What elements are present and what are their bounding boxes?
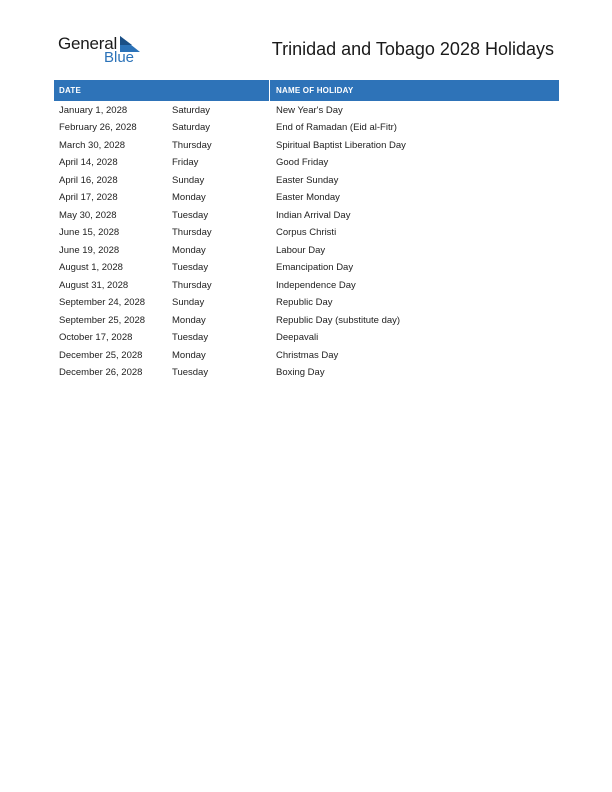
holiday-date: December 26, 2028 [59, 367, 143, 378]
holiday-weekday: Tuesday [172, 209, 209, 221]
table-row [54, 259, 559, 277]
table-row [54, 189, 559, 207]
holiday-date: September 24, 2028 [59, 297, 146, 308]
table-row [54, 277, 559, 295]
column-header-name: NAME OF HOLIDAY [276, 86, 354, 95]
holiday-name: Republic Day (substitute day) [276, 314, 401, 326]
holiday-date: March 30, 2028 [59, 139, 126, 151]
holiday-name: Labour Day [276, 244, 326, 256]
holiday-weekday: Friday [172, 157, 199, 168]
table-row [54, 242, 559, 260]
holiday-name: Deepavali [276, 332, 319, 343]
table-row [54, 207, 559, 225]
holiday-name: Boxing Day [276, 367, 325, 378]
holiday-name: Easter Sunday [276, 174, 339, 186]
holiday-date: June 19, 2028 [59, 244, 120, 256]
logo-text-blue: Blue [104, 49, 135, 66]
holiday-date: April 14, 2028 [59, 157, 118, 168]
holiday-date: December 25, 2028 [59, 349, 143, 361]
holiday-name: End of Ramadan (Eid al-Fitr) [276, 122, 397, 133]
table-row [54, 119, 559, 137]
holiday-name: New Year's Day [276, 104, 343, 116]
table-row [54, 154, 559, 172]
holiday-name: Easter Monday [276, 192, 340, 203]
holiday-name: Corpus Christi [276, 227, 337, 238]
holiday-weekday: Saturday [172, 104, 211, 116]
holiday-weekday: Sunday [172, 174, 205, 186]
table-row [54, 312, 559, 330]
table-row [54, 172, 559, 190]
holiday-weekday: Thursday [172, 279, 212, 291]
logo-text-general: General [58, 34, 118, 53]
holiday-date: September 25, 2028 [59, 314, 146, 326]
holiday-date: August 1, 2028 [59, 262, 123, 273]
table-row [54, 224, 559, 242]
column-header-date: DATE [59, 86, 81, 95]
holiday-name: Indian Arrival Day [276, 209, 351, 221]
holiday-date: May 30, 2028 [59, 209, 117, 221]
table-header [54, 80, 559, 101]
table-body [54, 102, 559, 382]
holiday-name: Republic Day [276, 297, 333, 308]
holiday-date: June 15, 2028 [59, 227, 120, 238]
holiday-weekday: Monday [172, 192, 206, 203]
table-row [54, 364, 559, 382]
holiday-weekday: Thursday [172, 227, 212, 238]
header-divider [269, 80, 270, 101]
holiday-weekday: Monday [172, 244, 206, 256]
holiday-date: January 1, 2028 [59, 104, 128, 116]
holiday-name: Spiritual Baptist Liberation Day [276, 139, 406, 151]
holiday-date: April 17, 2028 [59, 192, 118, 203]
holiday-name: Good Friday [276, 157, 329, 168]
holiday-date: October 17, 2028 [59, 332, 133, 343]
holiday-weekday: Saturday [172, 122, 211, 133]
holiday-weekday: Tuesday [172, 262, 209, 273]
table-row [54, 137, 559, 155]
holiday-name: Christmas Day [276, 349, 339, 361]
holiday-weekday: Tuesday [172, 332, 209, 343]
table-row [54, 294, 559, 312]
holiday-weekday: Tuesday [172, 367, 209, 378]
page-title: Trinidad and Tobago 2028 Holidays [271, 39, 554, 59]
brand-logo [58, 34, 148, 68]
table-row [54, 347, 559, 365]
table-row [54, 329, 559, 347]
holidays-table [54, 80, 559, 382]
holiday-name: Emancipation Day [276, 262, 354, 273]
holiday-weekday: Monday [172, 314, 206, 326]
holiday-weekday: Thursday [172, 139, 212, 151]
holiday-date: April 16, 2028 [59, 174, 118, 186]
holiday-weekday: Sunday [172, 297, 205, 308]
holiday-name: Independence Day [276, 279, 356, 291]
holiday-date: August 31, 2028 [59, 279, 129, 291]
holiday-date: February 26, 2028 [59, 122, 137, 133]
table-row [54, 102, 559, 120]
holiday-weekday: Monday [172, 349, 206, 361]
